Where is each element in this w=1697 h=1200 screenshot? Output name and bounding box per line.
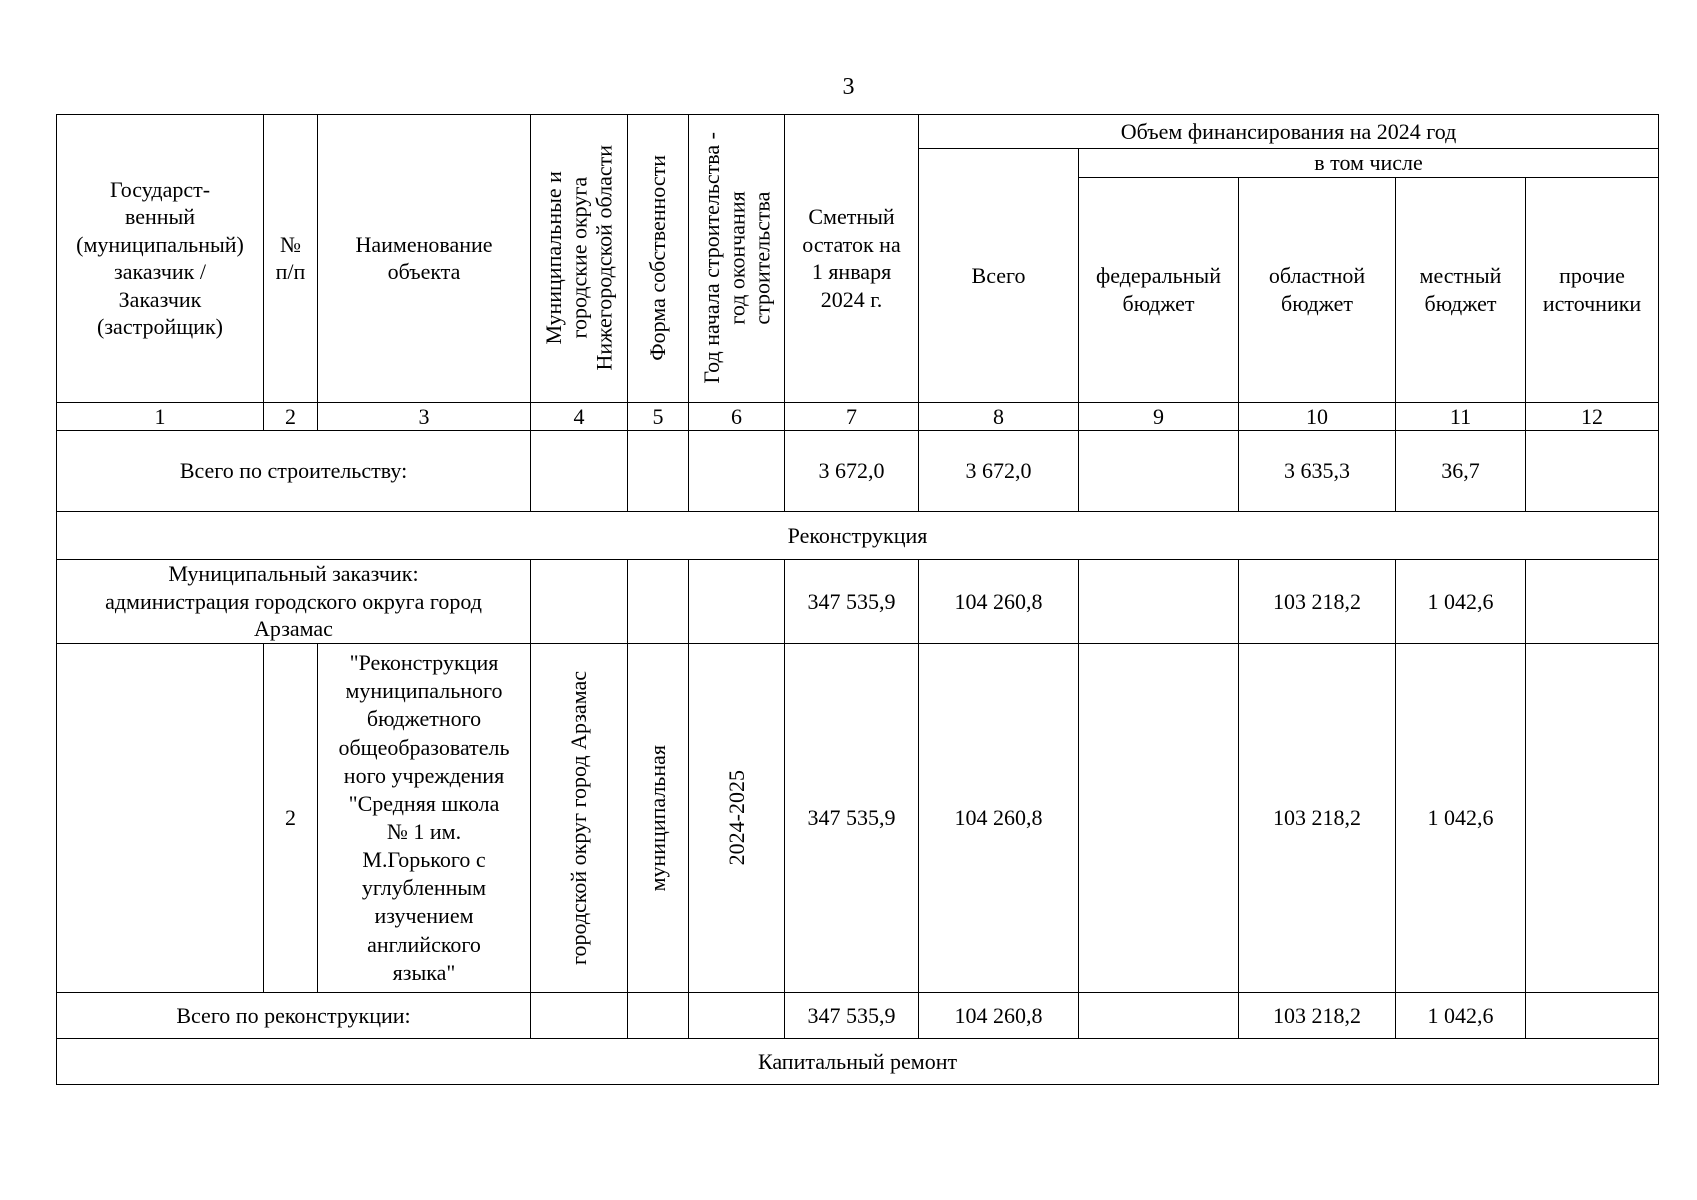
column-number: 4 <box>531 402 628 431</box>
object-total: 104 260,8 <box>919 644 1079 993</box>
object-regional: 103 218,2 <box>1239 644 1396 993</box>
column-number: 3 <box>318 402 531 431</box>
reconstruction-total: 104 260,8 <box>919 993 1079 1039</box>
object-name: "Реконструкция муниципального бюджетного общеобразователь ного учреждения "Средняя школа № 1 им. М.Горького с углубленным изучением английского языка" <box>318 644 531 993</box>
header-total: Всего <box>919 149 1079 403</box>
header-local-budget: местный бюджет <box>1396 177 1526 402</box>
construction-federal <box>1079 431 1239 512</box>
reconstruction-section-title: Реконструкция <box>57 512 1659 560</box>
empty-cell <box>531 993 628 1039</box>
empty-cell <box>628 993 689 1039</box>
reconstruction-local: 1 042,6 <box>1396 993 1526 1039</box>
customer-estimated-balance: 347 535,9 <box>785 560 919 644</box>
empty-cell <box>531 560 628 644</box>
capital-repair-section-row <box>57 1039 1659 1085</box>
object-district <box>531 644 628 993</box>
empty-cell <box>628 431 689 512</box>
object-ownership <box>628 644 689 993</box>
column-number: 6 <box>689 402 785 431</box>
object-row <box>57 644 1659 993</box>
column-number: 12 <box>1526 402 1659 431</box>
customer-total: 104 260,8 <box>919 560 1079 644</box>
customer-other <box>1526 560 1659 644</box>
construction-local: 36,7 <box>1396 431 1526 512</box>
column-number: 5 <box>628 402 689 431</box>
construction-total-label: Всего по строительству: <box>57 431 531 512</box>
column-number: 7 <box>785 402 919 431</box>
municipal-customer-row <box>57 560 1659 644</box>
header-number: № п/п <box>264 115 318 403</box>
municipal-customer-label: Муниципальный заказчик: администрация городского округа город Арзамас <box>57 560 531 644</box>
header-other-sources: прочие источники <box>1526 177 1659 402</box>
header-federal-budget: федеральный бюджет <box>1079 177 1239 402</box>
object-number: 2 <box>264 644 318 993</box>
object-other <box>1526 644 1659 993</box>
object-federal <box>1079 644 1239 993</box>
customer-federal <box>1079 560 1239 644</box>
construction-total: 3 672,0 <box>919 431 1079 512</box>
header-customer: Государст- венный (муниципальный) заказчик / Заказчик (застройщик) <box>57 115 264 403</box>
header-municipal-districts-text: Муниципальные и городские округа Нижегородской области <box>541 145 617 372</box>
object-estimated-balance: 347 535,9 <box>785 644 919 993</box>
capital-repair-section-title: Капитальный ремонт <box>57 1039 1659 1085</box>
reconstruction-total-row <box>57 993 1659 1039</box>
header-construction-years-text: Год начала строительства - год окончания строительства <box>698 132 775 385</box>
header-including: в том числе <box>1079 149 1659 178</box>
object-local: 1 042,6 <box>1396 644 1526 993</box>
empty-cell <box>689 431 785 512</box>
financing-table <box>56 114 1659 1085</box>
object-district-text: городской округ город Арзамас <box>566 670 592 965</box>
empty-cell <box>689 993 785 1039</box>
header-object-name: Наименование объекта <box>318 115 531 403</box>
column-number: 8 <box>919 402 1079 431</box>
header-regional-budget: областной бюджет <box>1239 177 1396 402</box>
header-construction-years <box>689 115 785 403</box>
customer-local: 1 042,6 <box>1396 560 1526 644</box>
column-number: 10 <box>1239 402 1396 431</box>
header-financing-volume: Объем финансирования на 2024 год <box>919 115 1659 149</box>
column-number: 2 <box>264 402 318 431</box>
header-estimated-balance: Сметный остаток на 1 января 2024 г. <box>785 115 919 403</box>
construction-estimated-balance: 3 672,0 <box>785 431 919 512</box>
column-number: 1 <box>57 402 264 431</box>
reconstruction-section-row <box>57 512 1659 560</box>
page-number: 3 <box>842 74 855 100</box>
header-municipal-districts <box>531 115 628 403</box>
header-ownership-form-text: Форма собственности <box>645 155 671 362</box>
construction-total-row <box>57 431 1659 512</box>
customer-regional: 103 218,2 <box>1239 560 1396 644</box>
reconstruction-estimated-balance: 347 535,9 <box>785 993 919 1039</box>
construction-other <box>1526 431 1659 512</box>
object-years <box>689 644 785 993</box>
empty-cell <box>689 560 785 644</box>
reconstruction-total-label: Всего по реконструкции: <box>57 993 531 1039</box>
header-ownership-form <box>628 115 689 403</box>
reconstruction-regional: 103 218,2 <box>1239 993 1396 1039</box>
empty-cell <box>531 431 628 512</box>
column-number: 9 <box>1079 402 1239 431</box>
reconstruction-federal <box>1079 993 1239 1039</box>
object-customer <box>57 644 264 993</box>
empty-cell <box>628 560 689 644</box>
reconstruction-other <box>1526 993 1659 1039</box>
column-number: 11 <box>1396 402 1526 431</box>
object-ownership-text: муниципальная <box>645 744 671 892</box>
object-years-text: 2024-2025 <box>723 770 749 866</box>
column-numbers-row <box>57 402 1659 431</box>
construction-regional: 3 635,3 <box>1239 431 1396 512</box>
header-row-1 <box>57 115 1659 149</box>
